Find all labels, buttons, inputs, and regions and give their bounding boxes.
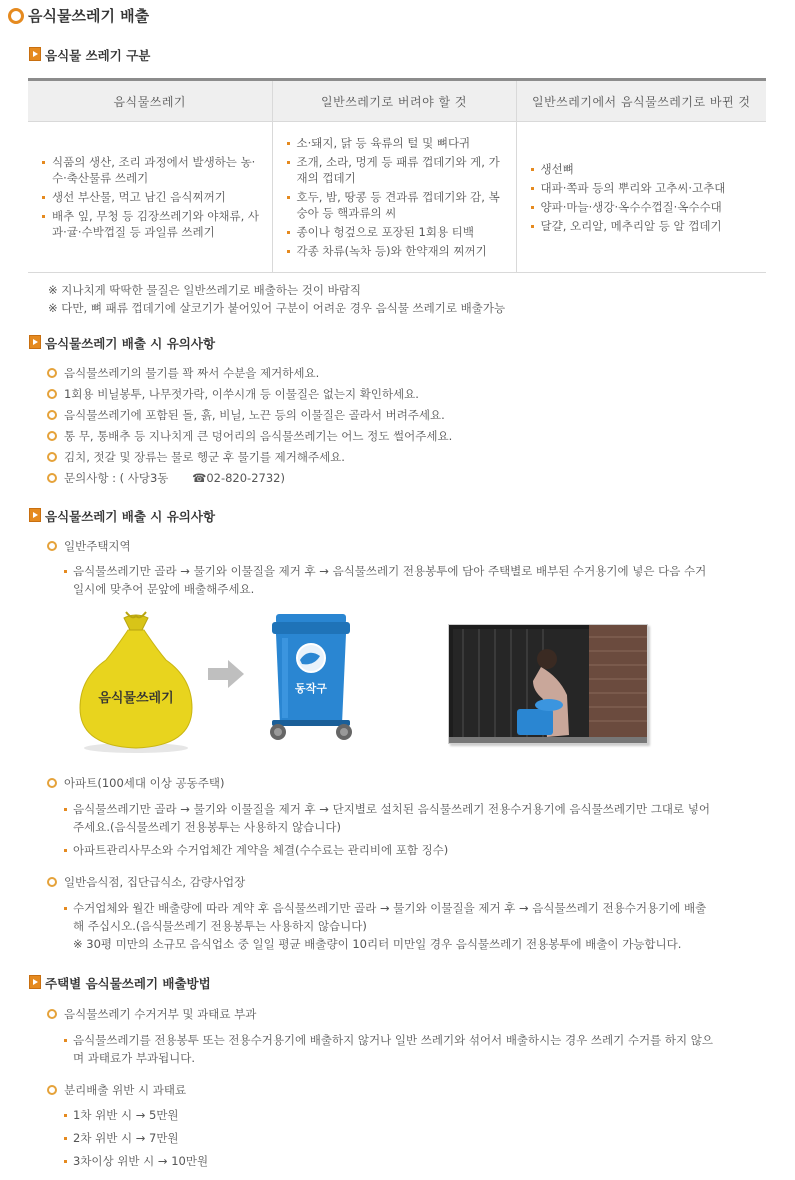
paragraph: 며 과태료가 부과됩니다. (73, 1051, 196, 1065)
paragraph: 해 주십시오.(음식물쓰레기 전용봉투는 사용하지 않습니다) (73, 919, 367, 933)
bullet-square-icon (64, 1137, 67, 1140)
list-item: 음식물쓰레기에 포함된 돌, 흙, 비닐, 노끈 등의 이물질은 골라서 버려주세요. (64, 408, 445, 422)
food-waste-bag-icon (76, 608, 196, 756)
table-cell (272, 122, 516, 273)
title-ring-icon (8, 8, 24, 24)
table-header: 음식물쓰레기 (28, 80, 272, 122)
bullet-icon (47, 410, 57, 420)
bullet-icon (47, 389, 57, 399)
bullet-square-icon (64, 1160, 67, 1163)
list-item: 조개, 소라, 멍게 등 패류 껍데기와 게, 가재의 껍데기 (285, 154, 510, 186)
table-header: 일반쓰레기에서 음식물쓰레기로 바뀐 것 (516, 80, 766, 122)
fine-item: 1차 위반 시 → 5만원 (73, 1108, 179, 1122)
paragraph: 수거업체와 월간 배출량에 따라 계약 후 음식물쓰레기만 골라 → 물기와 이물질을 제거 후 → 음식물쓰레기 전용수거용기에 배출 (73, 901, 707, 915)
bullet-icon (47, 473, 57, 483)
bullet-icon (47, 452, 57, 462)
section-title: 주택별 음식물쓰레기 배출방법 (45, 976, 211, 991)
paragraph: 주세요.(음식물쓰레기 전용봉투는 사용하지 않습니다) (73, 820, 341, 834)
note-text: ※ 지나치게 딱딱한 물질은 일반쓰레기로 배출하는 것이 바람직 (48, 283, 361, 297)
bullet-icon (47, 541, 57, 551)
classification-table (28, 78, 766, 273)
page-title: 음식물쓰레기 배출 (28, 7, 150, 25)
section-title: 음식물 쓰레기 구분 (45, 48, 151, 63)
list-item: 양파·마늘·생강·옥수수껍질·옥수수대 (529, 199, 761, 215)
bullet-icon (47, 1009, 57, 1019)
paragraph: 일시에 맞추어 문앞에 배출해주세요. (73, 582, 255, 596)
subheading: 아파트(100세대 이상 공동주택) (64, 776, 225, 790)
bullet-icon (47, 778, 57, 788)
subheading: 일반주택지역 (64, 539, 131, 553)
list-item: 종이나 헝겊으로 포장된 1회용 티백 (285, 224, 510, 240)
paragraph: 음식물쓰레기만 골라 → 물기와 이물질을 제거 후 → 단지별로 설치된 음식물쓰레기 전용수거용기에 음식물쓰레기만 그대로 넣어 (73, 802, 711, 816)
list-item: 대파·쪽파 등의 뿌리와 고추씨·고추대 (529, 180, 761, 196)
section-arrow-icon (29, 335, 41, 349)
bullet-icon (47, 877, 57, 887)
table-header: 일반쓰레기로 버려야 할 것 (272, 80, 516, 122)
section-title: 음식물쓰레기 배출 시 유의사항 (45, 509, 216, 524)
contact-phone: ☎02-820-2732) (192, 471, 285, 485)
section-arrow-icon (29, 508, 41, 522)
section-arrow-icon (29, 975, 41, 989)
paragraph: 음식물쓰레기만 골라 → 물기와 이물질을 제거 후 → 음식물쓰레기 전용봉투에 담아 주택별로 배부된 수거용기에 넣은 다음 수거 (73, 564, 707, 578)
photo-illustration (449, 625, 647, 743)
bullet-square-icon (64, 907, 67, 910)
list-item: 호두, 밤, 땅콩 등 견과류 껍데기와 감, 복숭아 등 핵과류의 씨 (285, 189, 510, 221)
list-item: 생선 부산물, 먹고 남긴 음식찌꺼기 (40, 189, 266, 205)
section-arrow-icon (29, 47, 41, 61)
paragraph: 음식물쓰레기를 전용봉투 또는 전용수거용기에 배출하지 않거나 일반 쓰레기와 섞어서 배출하시는 경우 쓰레기 수거를 하지 않으 (73, 1033, 713, 1047)
collection-bin-icon (266, 612, 356, 744)
list-item: 배추 잎, 무청 등 김장쓰레기와 야채류, 사과·귤·수박껍질 등 과일류 쓰레기 (40, 208, 266, 240)
paragraph: ※ 30평 미만의 소규모 음식업소 중 일일 평균 배출량이 10리터 미만일 경우 음식물쓰레기 전용봉투에 배출이 가능합니다. (73, 937, 682, 951)
list-item: 김치, 젓갈 및 장류는 물로 헹군 후 물기를 제거해주세요. (64, 450, 345, 464)
bin-label: 동작구 (295, 682, 327, 695)
subheading: 음식물쓰레기 수거거부 및 과태료 부과 (64, 1007, 257, 1021)
note-text: ※ 다만, 뼈 패류 껍데기에 살코기가 붙어있어 구분이 어려운 경우 음식물 쓰레기로 배출가능 (48, 301, 506, 315)
table-cell (28, 122, 272, 273)
bullet-square-icon (64, 570, 67, 573)
list-item: 각종 차류(녹차 등)와 한약재의 찌꺼기 (285, 243, 510, 259)
collection-photo (448, 624, 648, 744)
bullet-icon (47, 1085, 57, 1095)
subheading: 일반음식점, 집단급식소, 감량사업장 (64, 875, 246, 889)
list-item: 식품의 생산, 조리 과정에서 발생하는 농·수·축산물류 쓰레기 (40, 154, 266, 186)
bullet-square-icon (64, 849, 67, 852)
subheading: 분리배출 위반 시 과태료 (64, 1083, 187, 1097)
list-item: 달걀, 오리알, 메추리알 등 알 껍데기 (529, 218, 761, 234)
paragraph: 아파트관리사무소와 수거업체간 계약을 체결(수수료는 관리비에 포함 징수) (73, 843, 449, 857)
bag-label: 음식물쓰레기 (98, 691, 174, 706)
fine-item: 2차 위반 시 → 7만원 (73, 1131, 179, 1145)
contact-label: 문의사항 : ( 사당3동 (64, 471, 169, 485)
section-title: 음식물쓰레기 배출 시 유의사항 (45, 336, 216, 351)
bullet-square-icon (64, 1039, 67, 1042)
list-item: 소·돼지, 닭 등 육류의 털 및 뼈다귀 (285, 135, 510, 151)
list-item: 생선뼈 (529, 161, 761, 177)
bullet-square-icon (64, 1114, 67, 1117)
bullet-icon (47, 368, 57, 378)
bullet-icon (47, 431, 57, 441)
table-cell (516, 122, 766, 273)
fine-item: 3차이상 위반 시 → 10만원 (73, 1154, 209, 1168)
right-arrow-icon (206, 658, 246, 690)
list-item: 1회용 비닐봉투, 나무젓가락, 이쑤시개 등 이물질은 없는지 확인하세요. (64, 387, 419, 401)
list-item: 음식물쓰레기의 물기를 꽉 짜서 수분을 제거하세요. (64, 366, 320, 380)
list-item: 통 무, 통배추 등 지나치게 큰 덩어리의 음식물쓰레기는 어느 정도 썰어주세요. (64, 429, 453, 443)
bullet-square-icon (64, 808, 67, 811)
